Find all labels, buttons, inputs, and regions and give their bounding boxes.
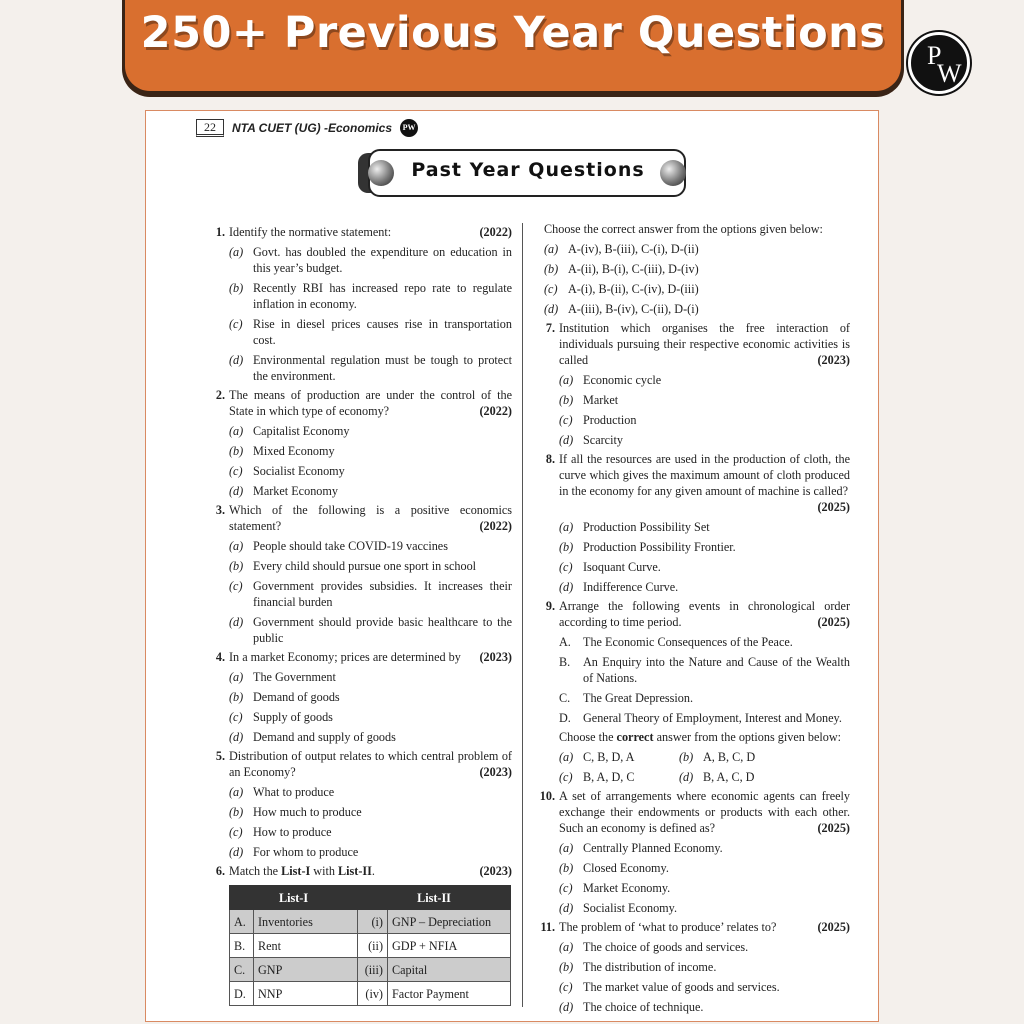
option: (c) Rise in diesel prices causes rise in transportation cost. bbox=[229, 317, 512, 347]
question-text: Identify the normative statement: bbox=[229, 225, 392, 239]
question-number: 2. bbox=[215, 388, 225, 402]
question-year: (2025) bbox=[817, 615, 850, 629]
page-number: 22 bbox=[196, 119, 224, 137]
option: (c) The market value of goods and services. bbox=[559, 980, 780, 994]
question-year: (2023) bbox=[817, 353, 850, 367]
question-4 bbox=[208, 649, 512, 665]
option: (b) Demand of goods bbox=[229, 690, 340, 704]
option-row: (a) C, B, D, A (b) A, B, C, D bbox=[559, 750, 756, 764]
question-9 bbox=[538, 598, 850, 630]
question-number: 10. bbox=[539, 789, 555, 803]
question-number: 5. bbox=[215, 749, 225, 763]
event-item: A. The Economic Consequences of the Peace. bbox=[559, 635, 793, 649]
question-year: (2022) bbox=[479, 519, 512, 533]
question-year: (2025) bbox=[817, 821, 850, 835]
option: (d) Indifference Curve. bbox=[559, 580, 679, 594]
question-1 bbox=[208, 224, 512, 240]
question-number: 11. bbox=[540, 920, 555, 934]
question-5 bbox=[208, 748, 512, 780]
option: (b) Market bbox=[559, 393, 619, 407]
question-year: (2023) bbox=[479, 765, 512, 779]
question-3 bbox=[208, 502, 512, 534]
option: (b) A-(ii), B-(i), C-(iii), D-(iv) bbox=[544, 262, 699, 276]
option: (b) How much to produce bbox=[229, 805, 362, 819]
book-title: NTA CUET (UG) -Economics bbox=[232, 121, 393, 135]
option: (d) Socialist Economy. bbox=[559, 901, 677, 915]
option: (a) Govt. has doubled the expenditure on education in this year’s budget. bbox=[229, 245, 512, 275]
event-item: D. General Theory of Employment, Interest and Money. bbox=[559, 711, 842, 725]
left-column bbox=[208, 221, 512, 1006]
table-row: B. Rent (ii) GDP + NFIA bbox=[230, 934, 511, 958]
option: (a) The choice of goods and services. bbox=[559, 940, 749, 954]
section-title-badge bbox=[358, 147, 688, 199]
question-number: 9. bbox=[545, 599, 555, 613]
question-8 bbox=[538, 451, 850, 515]
section-title: Past Year Questions bbox=[411, 159, 645, 181]
table-header-list-1: List-I bbox=[230, 886, 358, 910]
top-banner bbox=[122, 0, 904, 94]
option: (a) People should take COVID-19 vaccines bbox=[229, 539, 448, 553]
option: (c) A-(i), B-(ii), C-(iv), D-(iii) bbox=[544, 282, 699, 296]
question-text: The means of production are under the control of the State in which type of economy? bbox=[229, 388, 512, 418]
question-text: Distribution of output relates to which central problem of an Economy? bbox=[229, 749, 512, 779]
option: (a) Centrally Planned Economy. bbox=[559, 841, 723, 855]
logo-letter-p: P bbox=[927, 41, 942, 70]
table-header-list-2: List-II bbox=[358, 886, 511, 910]
option: (b) Mixed Economy bbox=[229, 444, 335, 458]
option: (d) Environmental regulation must be tough to protect the environment. bbox=[229, 353, 512, 383]
question-2 bbox=[208, 387, 512, 419]
question-year: (2025) bbox=[817, 500, 850, 514]
option: (d) A-(iii), B-(iv), C-(ii), D-(i) bbox=[544, 302, 699, 316]
option: (b) Recently RBI has increased repo rate to regulate inflation in economy. bbox=[229, 281, 512, 311]
choose-instruction: Choose the correct answer from the options given below: bbox=[559, 730, 842, 744]
option: (a) A-(iv), B-(iii), C-(i), D-(ii) bbox=[544, 242, 699, 256]
question-text: The problem of ‘what to produce’ relates to? bbox=[559, 920, 777, 934]
option: (d) Market Economy bbox=[229, 484, 338, 498]
option: (b) The distribution of income. bbox=[559, 960, 717, 974]
question-number: 8. bbox=[545, 452, 555, 466]
option: (c) How to produce bbox=[229, 825, 332, 839]
option: (d) For whom to produce bbox=[229, 845, 359, 859]
event-item: C. The Great Depression. bbox=[559, 691, 693, 705]
sphere-icon bbox=[368, 160, 394, 186]
question-year: (2023) bbox=[479, 650, 512, 664]
banner-title: 250+ Previous Year Questions bbox=[140, 8, 886, 58]
question-11 bbox=[538, 919, 850, 935]
question-text: A set of arrangements where economic agents can freely exchange their endowments or products with each other. Such an economy is defined as? bbox=[559, 789, 850, 835]
question-number: 4. bbox=[215, 650, 225, 664]
logo-letter-w: W bbox=[937, 59, 962, 88]
question-text: Institution which organises the free interaction of individuals pursuing their respective economic activities is called bbox=[559, 321, 850, 367]
option: (d) The choice of technique. bbox=[559, 1000, 704, 1014]
question-number: 3. bbox=[215, 503, 225, 517]
question-number: 1. bbox=[215, 225, 225, 239]
option-row: (c) B, A, D, C (d) B, A, C, D bbox=[559, 770, 755, 784]
table-row: D. NNP (iv) Factor Payment bbox=[230, 982, 511, 1006]
match-table bbox=[229, 885, 511, 1006]
page-header bbox=[196, 117, 418, 139]
pw-logo bbox=[908, 32, 970, 94]
sphere-icon bbox=[660, 160, 686, 186]
option: (c) Supply of goods bbox=[229, 710, 333, 724]
option: (c) Government provides subsidies. It increases their financial burden bbox=[229, 579, 512, 609]
book-page bbox=[145, 110, 879, 1022]
option: (c) Market Economy. bbox=[559, 881, 671, 895]
question-7 bbox=[538, 320, 850, 368]
question-number: 7. bbox=[545, 321, 555, 335]
option: (a) Production Possibility Set bbox=[559, 520, 710, 534]
option: (d) Scarcity bbox=[559, 433, 623, 447]
option: (b) Every child should pursue one sport in school bbox=[229, 559, 477, 573]
question-year: (2025) bbox=[817, 920, 850, 934]
column-divider bbox=[522, 223, 523, 1007]
question-text: Arrange the following events in chronological order according to time period. bbox=[559, 599, 850, 629]
pw-mini-logo-icon: PW bbox=[400, 119, 418, 137]
table-row: C. GNP (iii) Capital bbox=[230, 958, 511, 982]
question-6: 6. (2023) Match the List-I with List-II. bbox=[208, 863, 512, 879]
choose-instruction: Choose the correct answer from the options given below: bbox=[544, 222, 823, 236]
question-text: Which of the following is a positive economics statement? bbox=[229, 503, 512, 533]
table-row: A. Inventories (i) GNP – Depreciation bbox=[230, 910, 511, 934]
question-year: (2022) bbox=[479, 404, 512, 418]
option: (a) What to produce bbox=[229, 785, 335, 799]
option: (d) Demand and supply of goods bbox=[229, 730, 396, 744]
option: (c) Isoquant Curve. bbox=[559, 560, 661, 574]
question-text: If all the resources are used in the production of cloth, the curve which gives the maximum amount of cloth produced in the economy for any given amount of machine is called? bbox=[559, 452, 850, 498]
question-year: (2023) bbox=[479, 864, 512, 878]
option: (a) Economic cycle bbox=[559, 373, 662, 387]
question-number: 6. bbox=[215, 864, 225, 878]
option: (b) Production Possibility Frontier. bbox=[559, 540, 736, 554]
option: (c) Production bbox=[559, 413, 637, 427]
question-year: (2022) bbox=[479, 225, 512, 239]
option: (b) Closed Economy. bbox=[559, 861, 669, 875]
right-column bbox=[538, 221, 850, 1015]
option: (c) Socialist Economy bbox=[229, 464, 345, 478]
event-item: B. An Enquiry into the Nature and Cause of the Wealth of Nations. bbox=[559, 655, 850, 685]
question-text: In a market Economy; prices are determined by bbox=[229, 650, 461, 664]
question-10 bbox=[538, 788, 850, 836]
option: (d) Government should provide basic healthcare to the public bbox=[229, 615, 512, 645]
option: (a) The Government bbox=[229, 670, 336, 684]
option: (a) Capitalist Economy bbox=[229, 424, 350, 438]
